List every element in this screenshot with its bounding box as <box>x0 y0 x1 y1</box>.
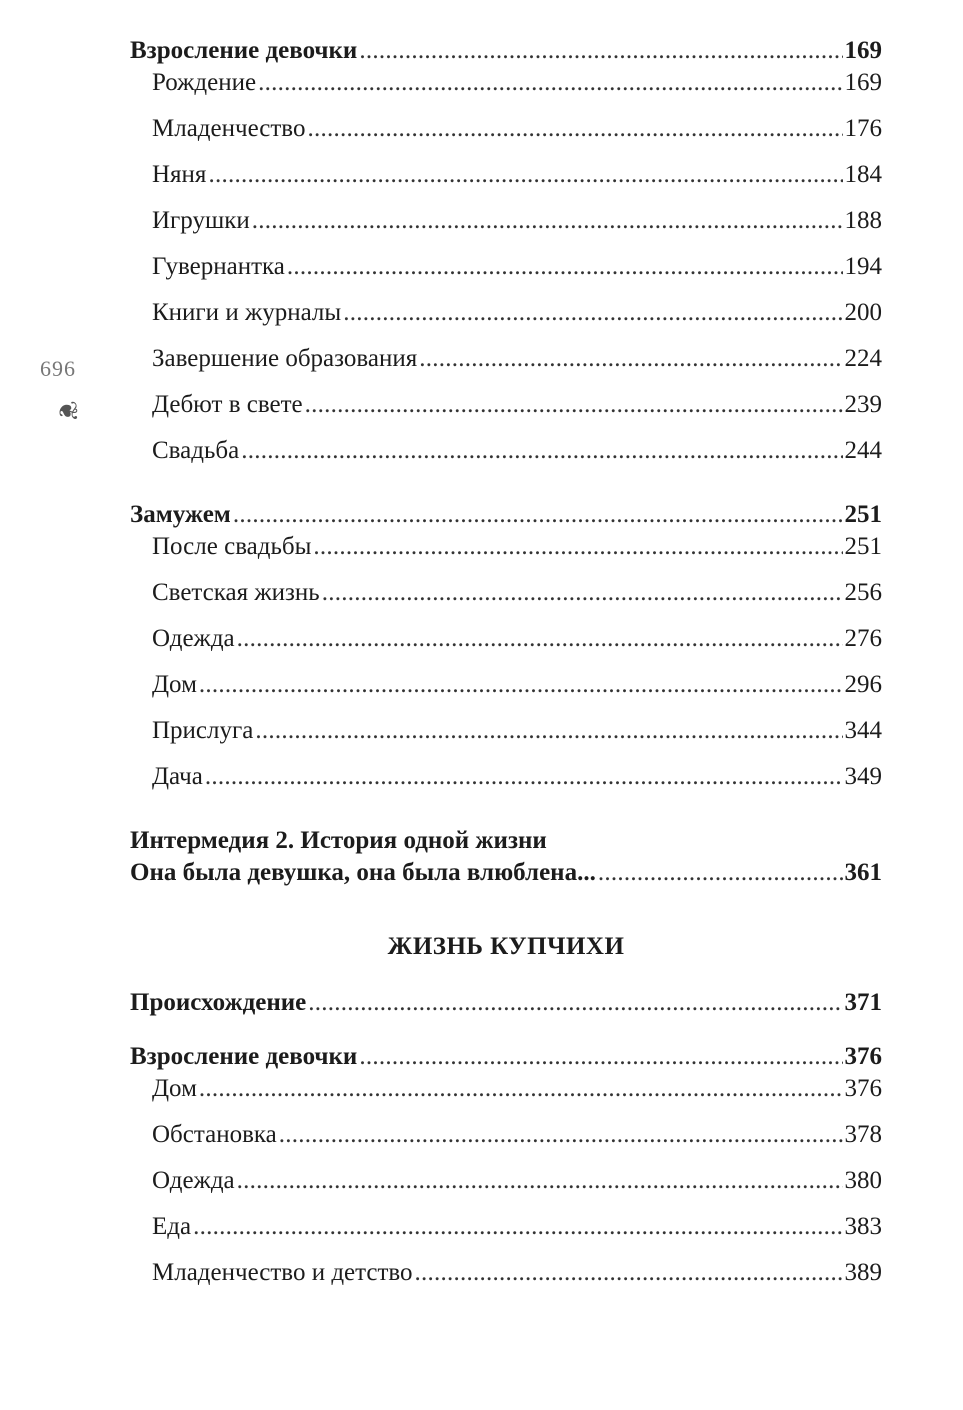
dot-leader <box>307 113 842 145</box>
toc-entry[interactable] <box>130 623 882 655</box>
toc-entry-title: Дача <box>152 763 203 790</box>
dot-leader <box>258 67 842 99</box>
dot-leader <box>419 343 842 375</box>
dot-leader <box>308 987 842 1019</box>
dot-leader <box>252 205 843 237</box>
toc-entry-page: 184 <box>844 161 882 188</box>
toc-entry[interactable] <box>130 297 882 329</box>
toc-entry-page: 380 <box>844 1167 882 1194</box>
toc-entry-page: 376 <box>844 1043 882 1070</box>
toc-entry-page: 296 <box>844 671 882 698</box>
toc-entry[interactable] <box>130 205 882 237</box>
dot-leader <box>205 761 843 793</box>
dot-leader <box>193 1211 842 1243</box>
toc-group <box>130 35 882 467</box>
dot-leader <box>241 435 842 467</box>
toc-entry-page: 194 <box>844 253 882 280</box>
toc-entry-title: Дом <box>152 1075 197 1102</box>
toc-entry-title: Обстановка <box>152 1121 277 1148</box>
toc-entry[interactable] <box>130 577 882 609</box>
toc-entry-title: Дебют в свете <box>152 391 303 418</box>
toc-entry-title: Книги и журналы <box>152 299 342 326</box>
toc-entry-title: Няня <box>152 161 207 188</box>
toc-entry-page: 244 <box>844 437 882 464</box>
toc-section-entry[interactable] <box>130 857 882 889</box>
toc-entry-page: 224 <box>844 345 882 372</box>
dot-leader <box>322 577 843 609</box>
toc-entry[interactable] <box>130 435 882 467</box>
dot-leader <box>598 857 843 889</box>
toc-entry-page: 200 <box>844 299 882 326</box>
toc-entry-title: Завершение образования <box>152 345 418 372</box>
toc-entry-page: 169 <box>844 69 882 96</box>
toc-entry-page: 389 <box>844 1259 882 1286</box>
toc-group <box>130 1041 882 1289</box>
toc-entry-page: 276 <box>844 625 882 652</box>
dot-leader <box>287 251 843 283</box>
dot-leader <box>415 1257 843 1289</box>
toc-entry[interactable] <box>130 1119 882 1151</box>
toc-entry-title: Замужем <box>130 501 231 528</box>
toc-entry[interactable] <box>130 1073 882 1105</box>
dot-leader <box>359 1041 842 1073</box>
toc-entry[interactable] <box>130 1257 882 1289</box>
toc-entry-title: Гувернантка <box>152 253 285 280</box>
dot-leader <box>199 669 843 701</box>
toc-entry-page: 188 <box>844 207 882 234</box>
dot-leader <box>359 35 842 67</box>
toc-entry-title: Еда <box>152 1213 192 1240</box>
dot-leader <box>313 531 842 563</box>
toc-entry-title: Одежда <box>152 1167 235 1194</box>
toc-entry-title: Младенчество и детство <box>152 1259 413 1286</box>
ornament-icon: ❦ <box>52 400 82 422</box>
dot-leader <box>199 1073 843 1105</box>
toc-entry[interactable] <box>130 343 882 375</box>
toc-entry-title: Происхождение <box>130 989 307 1016</box>
toc-entry-title: Она была девушка, она была влюблена... <box>130 859 596 886</box>
toc-entry[interactable] <box>130 113 882 145</box>
toc-entry-page: 256 <box>844 579 882 606</box>
toc-entry[interactable] <box>130 251 882 283</box>
dot-leader <box>208 159 842 191</box>
table-of-contents <box>130 35 882 1289</box>
toc-entry-page: 169 <box>844 37 882 64</box>
toc-entry-title: Прислуга <box>152 717 254 744</box>
toc-entry-title: Светская жизнь <box>152 579 320 606</box>
toc-section-entry[interactable] <box>130 1041 882 1073</box>
intermedia-title: Интермедия 2. История одной жизни <box>130 827 547 854</box>
page-number: 696 <box>40 356 76 381</box>
toc-entry[interactable] <box>130 67 882 99</box>
toc-entry[interactable] <box>130 531 882 563</box>
toc-section-entry[interactable] <box>130 987 882 1019</box>
toc-entry[interactable] <box>130 761 882 793</box>
toc-entry-page: 376 <box>844 1075 882 1102</box>
toc-entry[interactable] <box>130 389 882 421</box>
part-heading: ЖИЗНЬ КУПЧИХИ <box>387 933 625 960</box>
toc-entry-page: 176 <box>844 115 882 142</box>
toc-entry-title: Игрушки <box>152 207 250 234</box>
toc-intermedia <box>130 825 882 889</box>
toc-entry[interactable] <box>130 1211 882 1243</box>
dot-leader <box>343 297 842 329</box>
toc-entry-page: 349 <box>844 763 882 790</box>
toc-entry-page: 251 <box>844 533 882 560</box>
dot-leader <box>233 499 843 531</box>
toc-entry-title: Взросление девочки <box>130 1043 358 1070</box>
toc-entry[interactable] <box>130 669 882 701</box>
toc-entry-title: После свадьбы <box>152 533 312 560</box>
toc-entry-page: 239 <box>844 391 882 418</box>
toc-entry-title: Дом <box>152 671 197 698</box>
dot-leader <box>255 715 842 747</box>
toc-entry-page: 361 <box>844 859 882 886</box>
toc-entry-title: Одежда <box>152 625 235 652</box>
toc-entry[interactable] <box>130 715 882 747</box>
toc-entry-page: 378 <box>844 1121 882 1148</box>
toc-entry-title: Свадьба <box>152 437 240 464</box>
dot-leader <box>237 623 843 655</box>
toc-entry-page: 371 <box>844 989 882 1016</box>
toc-group <box>130 499 882 793</box>
toc-entry-page: 383 <box>844 1213 882 1240</box>
toc-entry-page: 251 <box>844 501 882 528</box>
toc-entry-title: Рождение <box>152 69 257 96</box>
toc-section-entry[interactable] <box>130 35 882 67</box>
dot-leader <box>279 1119 843 1151</box>
toc-entry-title: Взросление девочки <box>130 37 358 64</box>
dot-leader <box>237 1165 843 1197</box>
dot-leader <box>305 389 843 421</box>
toc-entry[interactable] <box>130 159 882 191</box>
toc-section-entry[interactable] <box>130 499 882 531</box>
toc-entry-page: 344 <box>844 717 882 744</box>
toc-entry-title: Младенчество <box>152 115 306 142</box>
toc-entry[interactable] <box>130 1165 882 1197</box>
